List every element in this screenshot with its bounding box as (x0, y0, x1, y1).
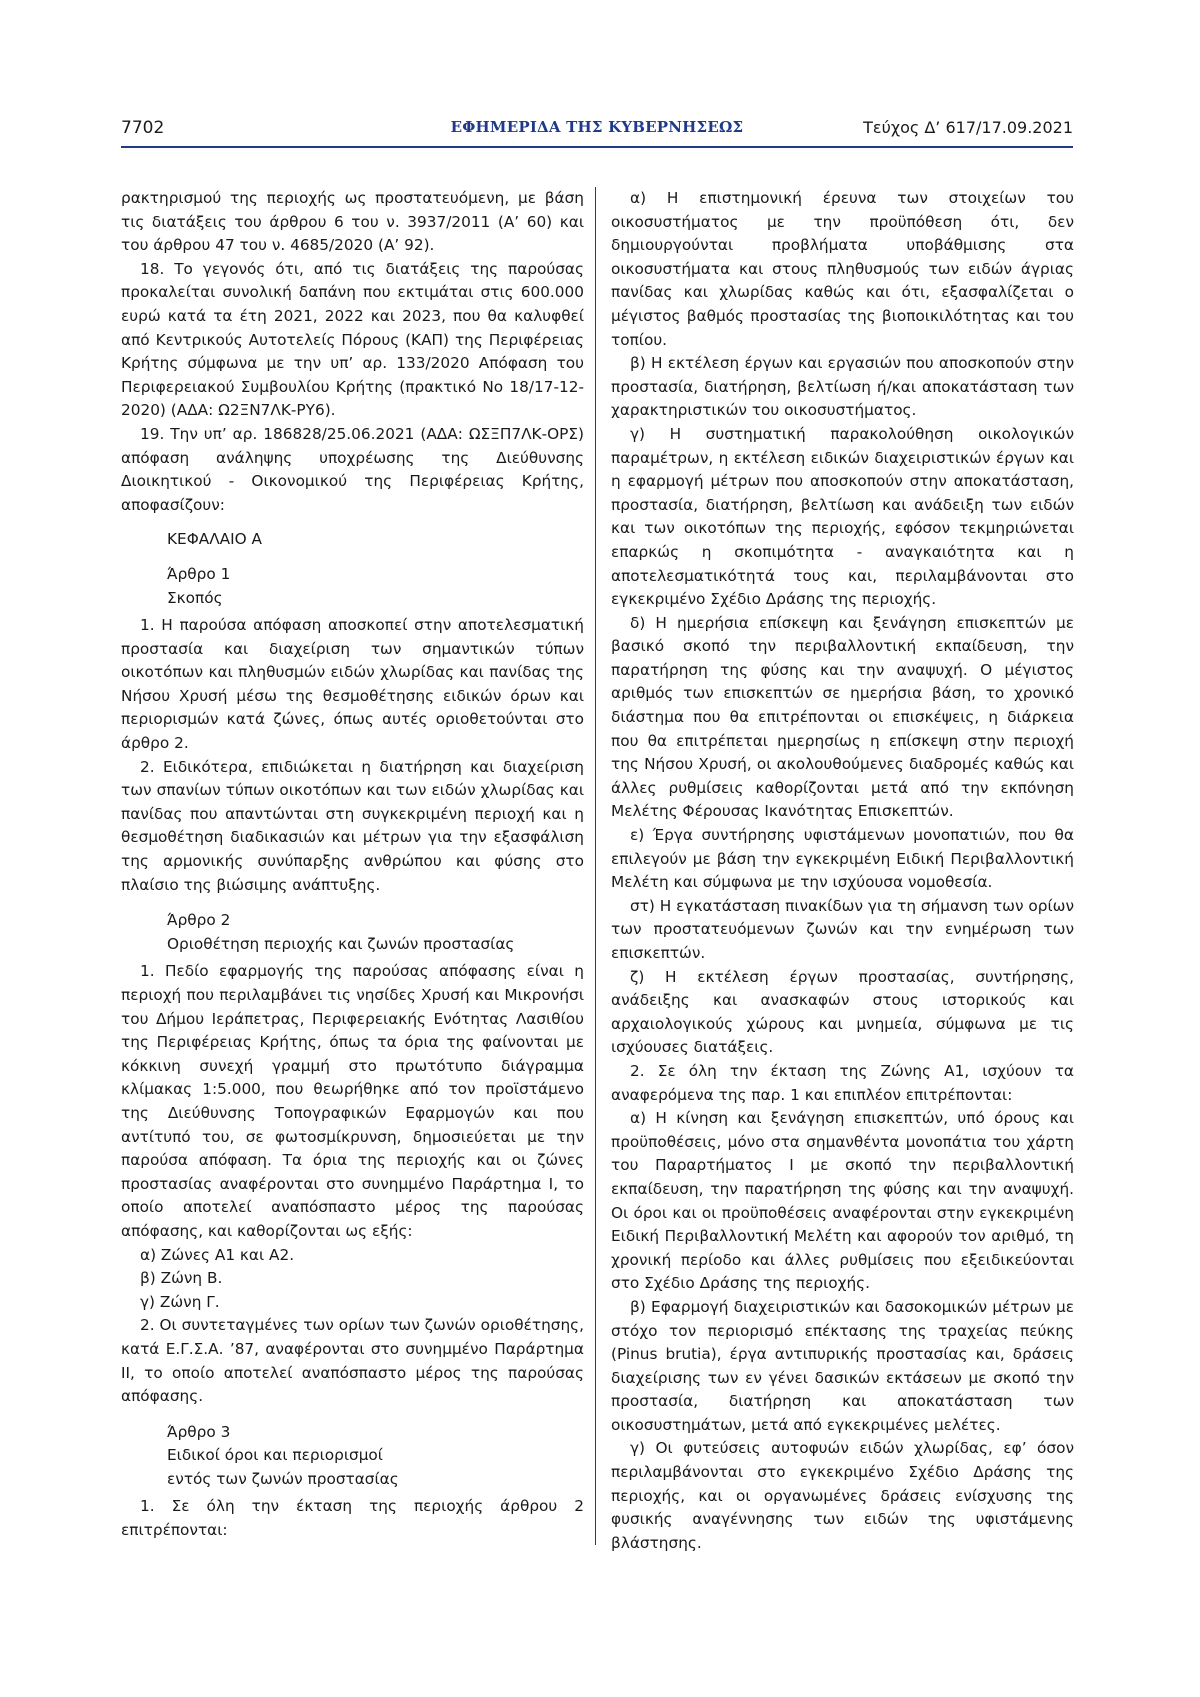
article-2-subtitle: Οριοθέτηση περιοχής και ζωνών προστασίας (167, 934, 515, 953)
article-2-paragraph-1: 1. Πεδίο εφαρμογής της παρούσας απόφασης είναι η περιοχή που περιλαμβάνει τις νησίδες Χρυσή και Μικρονήσι του Δήμου Ιεράπετρας, Περιφερειακής Ενότητας Λασιθίου της Περιφέρειας Κρήτης, όπως τα όρια της φαίνονται με κόκκινη συνεχή γραμμή στο πρωτότυπο διάγραμμα κλίμακας 1:5.000, που θεωρήθηκε από τον προϊστάμενο της Διεύθυνσης Τοπογραφικών Εφαρμογών και που αντίτυπό του, σε φωτοσμίκρυνση, δημοσιεύεται με την παρούσα απόφαση. Τα όρια της περιοχής και οι ζώνες προστασίας αναφέρονται στο συνημμένο Παράρτημα Ι, το οποίο αποτελεί αναπόσπαστο μέρος της παρούσας απόφασης, και καθορίζονται ως εξής: (121, 962, 584, 1240)
list-item: β) Ζώνη Β. (140, 1269, 223, 1288)
list-item: γ) Η συστηματική παρακολούθηση οικολογικών παραμέτρων, η εκτέλεση ειδικών διαχειριστικών έργων και η εφαρμογή μέτρων που αποσκοπούν στην αποκατάσταση, προστασία, διατήρηση, βελτίωση και ανάδειξη των ειδών και των οικοτόπων της περιοχής, εφόσον τεκμηριώνεται επαρκώς η σκοπιμότητα - αναγκαιότητα και η αποτελεσματικότητά τους και, περιλαμβάνονται στο εγκεκριμένο Σχέδιο Δράσης της περιοχής. (611, 424, 1074, 609)
list-item: δ) Η ημερήσια επίσκεψη και ξενάγηση επισκεπτών με βασικό σκοπό την περιβαλλοντική εκπαίδευση, την παρατήρηση της φύσης και την αναψυχή. Ο μέγιστος αριθμός των επισκεπτών σε ημερήσια βάση, το χρονικό διάστημα που θα επιτρέπονται οι επισκέψεις, η διάρκεια που θα επιτρέπεται ημερησίως η επίσκεψη στην περιοχή της Νήσου Χρυσή, οι ακολουθούμενες διαδρομές καθώς και άλλες ρυθμίσεις καθορίζονται μετά από την εκπόνηση Μελέτης Φέρουσας Ικανότητας Επισκεπτών. (611, 613, 1074, 821)
list-item: α) Η επιστημονική έρευνα των στοιχείων του οικοσυστήματος με την προϋπόθεση ότι, δεν δημιουργούνται προβλήματα υποβάθμισης στα οικοσυστήματα και στους πληθυσμούς των ειδών άγριας πανίδας και χλωρίδας καθώς και ότι, εξασφαλίζεται ο μέγιστος βαθμός προστασίας της βιοποικιλότητας και του τοπίου. (611, 189, 1074, 349)
list-item: ζ) Η εκτέλεση έργων προστασίας, συντήρησης, ανάδειξης και ανασκαφών στους ιστορικούς και αρχαιολογικούς χώρους και μνημεία, σύμφωνα με τις ισχύουσες διατάξεις. (611, 967, 1074, 1057)
article-3-paragraph-1: 1. Σε όλη την έκταση της περιοχής άρθρου 2 επιτρέπονται: (121, 1497, 584, 1540)
article-2-paragraph-2: 2. Οι συντεταγμένες των ορίων των ζωνών οριοθέτησης, κατά Ε.Γ.Σ.Α. ’87, αναφέρονται στο συνημμένο Παράρτημα ΙΙ, το οποίο αποτελεί αναπόσπαστο μέρος της παρούσας απόφασης. (121, 1316, 584, 1406)
article-1-paragraph-1: 1. Η παρούσα απόφαση αποσκοπεί στην αποτελεσματική προστασία και διαχείριση των σημαντικών τύπων οικοτόπων και πληθυσμών ειδών χλωρίδας και πανίδας της Νήσου Χρυσή μέσω της θεσμοθέτησης ειδικών όρων και περιορισμών κατά ζώνες, όπως αυτές οριοθετούνται στο άρθρο 2. (121, 616, 584, 753)
header-rule (121, 146, 1073, 148)
gazette-title: ΕΦΗΜΕΡΙΔΑ ΤΗΣ ΚΥΒΕΡΝΗΣΕΩΣ (450, 118, 744, 136)
list-item: α) Ζώνες Α1 και Α2. (140, 1245, 295, 1264)
article-2-title: Άρθρο 2 (167, 911, 231, 930)
chapter-heading: ΚΕΦΑΛΑΙΟ Α (167, 530, 263, 549)
left-column (121, 187, 584, 1543)
list-item: β) Εφαρμογή διαχειριστικών και δασοκομικών μέτρων με στόχο τον περιορισμό επέκτασης της τραχείας πεύκης (Pinus brutia), έργα αντιπυρικής προστασίας και, δράσεις διαχείρισης των εν γένει δασικών εκτάσεων με σκοπό την προστασία, διατήρηση και αποκατάσταση των οικοσυστημάτων, μετά από εγκεκριμένες μελέτες. (611, 1297, 1074, 1434)
article-3-paragraph-2: 2. Σε όλη την έκταση της Ζώνης Α1, ισχύουν τα αναφερόμενα της παρ. 1 και επιπλέον επιτρέπονται: (611, 1061, 1074, 1104)
article-3-title: Άρθρο 3 (167, 1422, 231, 1441)
paragraph-18: 18. Το γεγονός ότι, από τις διατάξεις της παρούσας προκαλείται συνολική δαπάνη που εκτιμάται στις 600.000 ευρώ κατά τα έτη 2021, 2022 και 2023, που θα καλυφθεί από Κεντρικούς Αυτοτελείς Πόρους (ΚΑΠ) της Περιφέρειας Κρήτης σύμφωνα με την υπ’ αρ. 133/2020 Απόφαση του Περιφερειακού Συμβουλίου Κρήτης (πρακτικό Νο 18/17-12-2020) (ΑΔΑ: Ω2ΞΝ7ΛΚ-ΡΥ6). (121, 259, 584, 420)
list-item: στ) Η εγκατάσταση πινακίδων για τη σήμανση των ορίων των προστατευόμενων ζωνών και την ενημέρωση των επισκεπτών. (611, 896, 1074, 962)
list-item: ε) Έργα συντήρησης υφιστάμενων μονοπατιών, που θα επιλεγούν με βάση την εγκεκριμένη Ειδική Περιβαλλοντική Μελέτη και σύμφωνα με την ισχύουσα νομοθεσία. (611, 826, 1074, 892)
paragraph-19: 19. Την υπ’ αρ. 186828/25.06.2021 (ΑΔΑ: ΩΣΞΠ7ΛΚ-ΟΡΣ) απόφαση ανάληψης υποχρέωσης της Διεύθυνσης Διοικητικού - Οικονομικού της Περιφέρειας Κρήτης, αποφασίζουν: (121, 424, 584, 514)
list-item: β) Η εκτέλεση έργων και εργασιών που αποσκοπούν στην προστασία, διατήρηση, βελτίωση ή/και αποκατάσταση των χαρακτηριστικών του οικοσυστήματος. (611, 354, 1074, 420)
article-1-title: Άρθρο 1 (167, 564, 231, 583)
article-1-subtitle: Σκοπός (167, 588, 223, 607)
article-3-subtitle-line-1: Ειδικοί όροι και περιορισμοί (167, 1446, 383, 1465)
list-item: γ) Ζώνη Γ. (140, 1292, 220, 1311)
paragraph-continued: ρακτηρισμού της περιοχής ως προστατευόμενη, με βάση τις διατάξεις του άρθρου 6 του ν. 3937/2011 (Α’ 60) και του άρθρου 47 του ν. 4685/2020 (Α’ 92). (121, 189, 584, 255)
page-header (121, 118, 1073, 146)
article-3-subtitle-line-2: εντός των ζωνών προστασίας (167, 1469, 399, 1488)
column-divider (595, 187, 596, 1545)
issue-reference: Τεύχος Δ’ 617/17.09.2021 (863, 118, 1073, 137)
list-item: α) Η κίνηση και ξενάγηση επισκεπτών, υπό όρους και προϋποθέσεις, μόνο στα σημανθέντα μονοπάτια του χάρτη του Παραρτήματος Ι με σκοπό την περιβαλλοντική εκπαίδευση, την παρατήρηση της φύσης και την αναψυχή. Οι όροι και οι προϋποθέσεις αναφέρονται στην εγκεκριμένη Ειδική Περιβαλλοντική Μελέτη και αφορούν τον αριθμό, τη χρονική περίοδο και άλλες ρυθμίσεις που εξειδικεύονται στο Σχέδιο Δράσης της περιοχής. (611, 1109, 1074, 1293)
page-number: 7702 (121, 118, 165, 138)
article-1-paragraph-2: 2. Ειδικότερα, επιδιώκεται η διατήρηση και διαχείριση των σπανίων τύπων οικοτόπων και των ειδών χλωρίδας και πανίδας που απαντώνται στη συγκεκριμένη περιοχή και η θεσμοθέτηση διαδικασιών και μέτρων για την εξασφάλιση της αρμονικής συνύπαρξης ανθρώπου και φύσης στο πλαίσιο της βιώσιμης ανάπτυξης. (121, 757, 584, 894)
list-item: γ) Οι φυτεύσεις αυτοφυών ειδών χλωρίδας, εφ’ όσον περιλαμβάνονται στο εγκεκριμένο Σχέδιο Δράσης της περιοχής, και οι οργανωμένες δράσεις ενίσχυσης της φυσικής αναγέννησης των ειδών της υφιστάμενης βλάστησης. (611, 1439, 1074, 1552)
right-column (611, 187, 1074, 1555)
